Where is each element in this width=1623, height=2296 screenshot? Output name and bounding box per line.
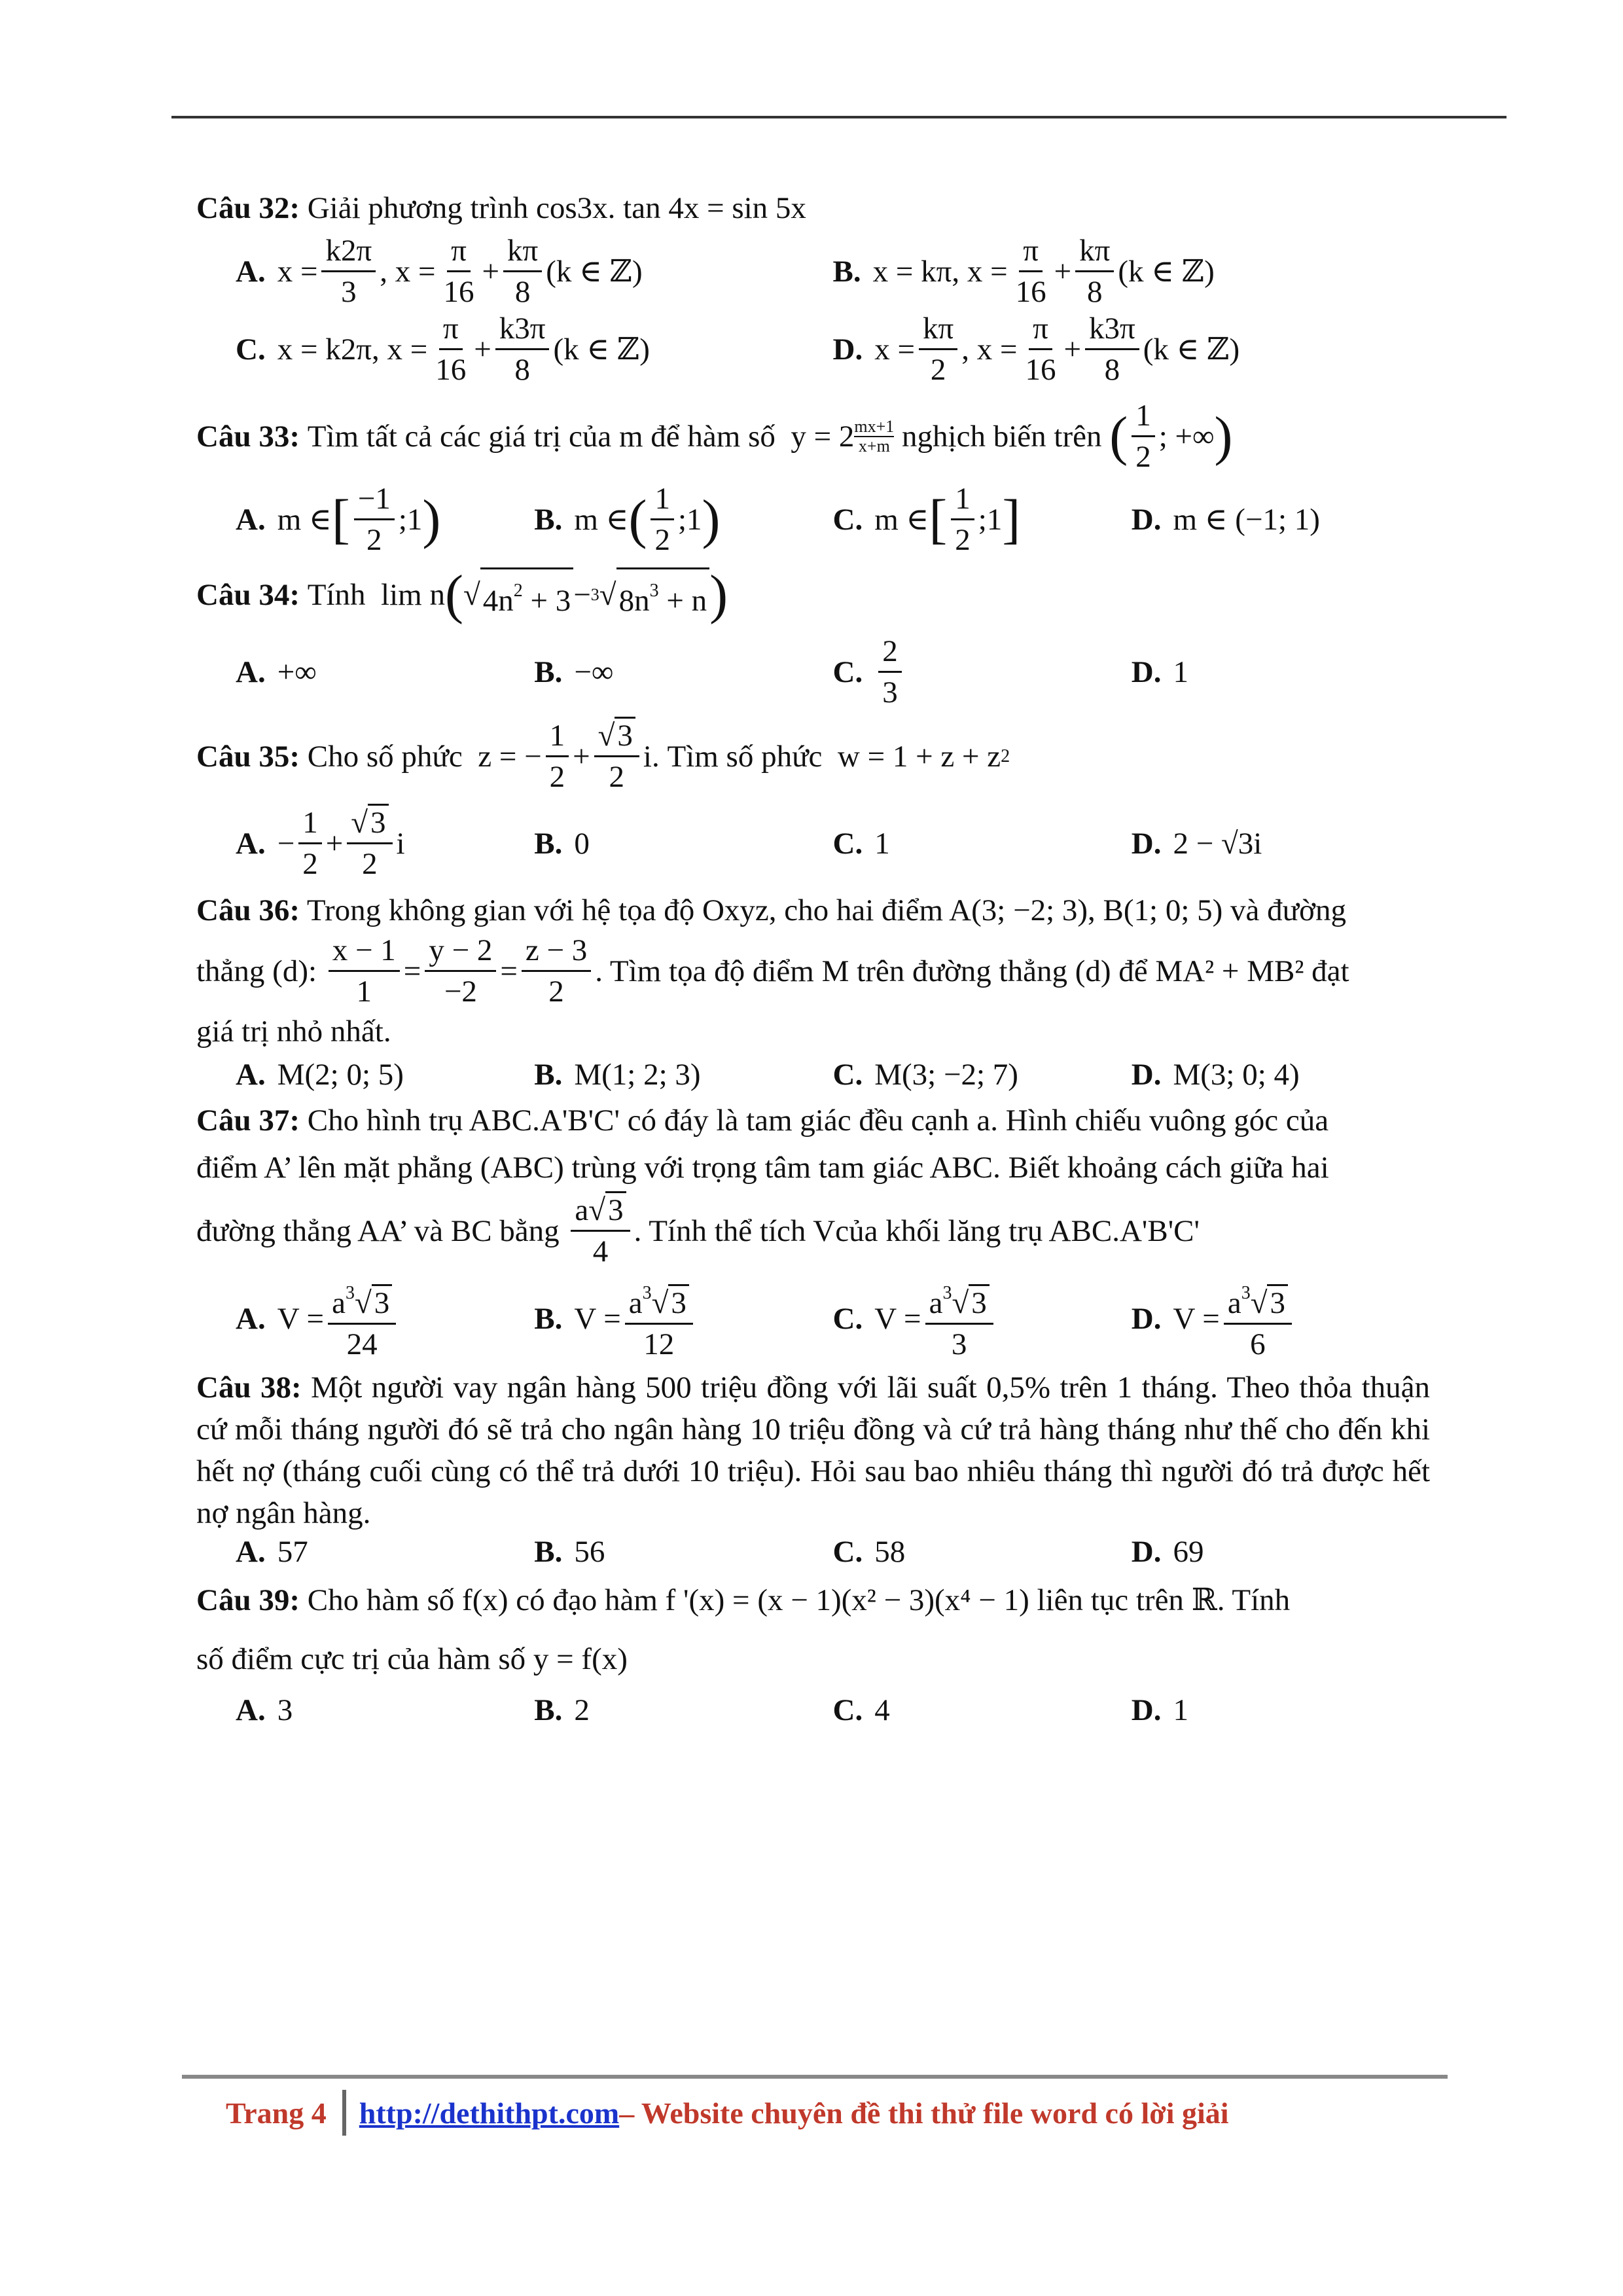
question-36-line3: giá trị nhỏ nhất. [196, 1014, 391, 1049]
option-34-b[interactable]: B. −∞ [534, 655, 614, 689]
option-36-c[interactable]: C. M(3; −2; 7) [832, 1058, 1018, 1092]
option-38-a[interactable]: A. 57 [236, 1535, 308, 1569]
option-34-a[interactable]: A. +∞ [236, 655, 317, 689]
header-rule [171, 116, 1507, 118]
option-33-a[interactable]: A. m ∈ [ $\frac{-1}{2}$ ;1 ) [236, 482, 441, 557]
option-34-c[interactable]: C. $\frac{2}{3}$ [833, 633, 1132, 711]
question-32: Câu 32: Giải phương trình cos3x. tan 4x = sin 5x [196, 191, 806, 225]
option-32-d[interactable]: D. x = $\frac{k\pi}{2}$ , x = $\frac{\pi}{16}$ + $\frac{k3\pi}{8}$ (k ∈ ℤ) [832, 312, 1240, 387]
options-37 [196, 1275, 1430, 1363]
exam-content [196, 187, 1430, 1728]
question-37-line3: đường thẳng AA’ và BC bằng $\frac{a√3}{4}$ . Tính thể tích Vcủa khối lăng trụ ABC.A'B'C' [196, 1192, 1430, 1270]
option-35-a[interactable]: A. − $\frac{1}{2}$ + $\frac{√3}{2}$ i [196, 804, 534, 882]
footer-divider [342, 2090, 346, 2136]
question-34: Câu 34: Tính lim n ( √ $4n^2 + 3$ − 3 √ $8n^3 + n$ ) [196, 564, 728, 625]
option-36-d[interactable]: D. M(3; 0; 4) [1131, 1058, 1300, 1092]
option-35-c[interactable]: C. 1 [832, 826, 890, 861]
options-33 [196, 480, 1430, 558]
option-34-d[interactable]: D. 1 [1131, 655, 1188, 689]
option-39-c[interactable]: C. 4 [832, 1693, 890, 1727]
option-39-d[interactable]: D. 1 [1131, 1693, 1188, 1727]
question-33: Câu 33: Tìm tất cả các giá trị của m để hàm số y = 2 mx+1 x+m nghịch biến trên ( $\frac{1}{2}$ ; +∞ ) [196, 399, 1233, 474]
question-39-line2: số điểm cực trị của hàm số y = f(x) [196, 1642, 628, 1676]
option-35-b[interactable]: B. 0 [534, 826, 590, 861]
question-37: Câu 37: Cho hình trụ ABC.A'B'C' có đáy là tam giác đều cạnh a. Hình chiếu vuông góc của [196, 1103, 1329, 1138]
option-37-c[interactable]: C. V = $\frac{a^3√3}{3}$ [833, 1275, 1132, 1363]
question-35: Câu 35: Cho số phức z = − $\frac{1}{2}$ + $\frac{√3}{2}$ i. Tìm số phức w = 1 + z + z 2 [196, 717, 1430, 795]
footer-rule [182, 2075, 1448, 2079]
question-36-line2: thẳng (d): $\frac{x - 1}{1}$ = $\frac{y - 2}{-2}$ = $\frac{z - 3}{2}$ . Tìm tọa độ điểm M trên đường thẳng (d) để MA² + MB² đạt [196, 933, 1349, 1009]
question-39: Câu 39: Cho hàm số f(x) có đạo hàm f '(x) = (x − 1)(x² − 3)(x⁴ − 1) liên tục trên ℝ. Tính [196, 1583, 1291, 1617]
option-39-a[interactable]: A. 3 [236, 1693, 293, 1727]
option-32-a[interactable]: A. x = $\frac{k2\pi}{3}$ , x = $\frac{\pi}{16}$ + $\frac{k\pi}{8}$ (k ∈ ℤ) [236, 234, 643, 309]
option-32-c[interactable]: C. x = k2π, x = $\frac{\pi}{16}$ + $\frac{k3\pi}{8}$ (k ∈ ℤ) [236, 312, 650, 387]
options-38 [196, 1534, 1430, 1570]
option-36-a[interactable]: A. M(2; 0; 5) [236, 1058, 404, 1092]
website-link[interactable]: http://dethithpt.com [359, 2096, 620, 2130]
option-38-d[interactable]: D. 69 [1131, 1535, 1204, 1569]
options-34 [196, 633, 1430, 711]
option-32-b[interactable]: B. x = kπ, x = $\frac{\pi}{16}$ + $\frac{k\pi}{8}$ (k ∈ ℤ) [832, 234, 1215, 309]
options-39 [196, 1693, 1430, 1728]
page-footer [226, 2090, 1229, 2136]
option-33-c[interactable]: C. m ∈ [ $\frac{1}{2}$ ;1 ] [832, 482, 1021, 557]
option-33-d[interactable]: D. m ∈ (−1; 1) [1131, 502, 1320, 537]
question-37-line2: điểm A’ lên mặt phẳng (ABC) trùng với trọng tâm tam giác ABC. Biết khoảng cách giữa hai [196, 1151, 1329, 1185]
option-33-b[interactable]: B. m ∈ ( $\frac{1}{2}$ ;1 ) [534, 482, 721, 557]
option-39-b[interactable]: B. 2 [534, 1693, 590, 1727]
options-35 [196, 804, 1430, 882]
question-36: Câu 36: Trong không gian với hệ tọa độ Oxyz, cho hai điểm A(3; −2; 3), B(1; 0; 5) và đường [196, 893, 1346, 927]
option-36-b[interactable]: B. M(1; 2; 3) [534, 1058, 701, 1092]
footer-tagline: – Website chuyên đề thi thử file word có lời giải [619, 2096, 1229, 2130]
option-38-c[interactable]: C. 58 [832, 1535, 906, 1569]
page-number: Trang 4 [226, 2096, 327, 2130]
question-38: Câu 38: Một người vay ngân hàng 500 triệu đồng với lãi suất 0,5% trên 1 tháng. Theo thỏa thuận cứ mỗi tháng người đó sẽ trả cho ngân hàng 10 triệu đồng và cứ trả hàng tháng như thế cho đến khi hết nợ (tháng cuối cùng có thể trả dưới 10 triệu). Hỏi sau bao nhiêu tháng thì người đó trả được hết nợ ngân hàng. [196, 1371, 1431, 1530]
option-37-b[interactable]: B. V = $\frac{a^3√3}{12}$ [534, 1275, 832, 1363]
option-37-a[interactable]: A. V = $\frac{a^3√3}{24}$ [196, 1275, 534, 1363]
options-32-row1 [196, 232, 1430, 310]
option-35-d[interactable]: D. 2 − √3i [1131, 826, 1262, 861]
options-36 [196, 1057, 1430, 1092]
option-38-b[interactable]: B. 56 [534, 1535, 605, 1569]
options-32-row2 [196, 310, 1430, 388]
option-37-d[interactable]: D. V = $\frac{a^3√3}{6}$ [1132, 1275, 1430, 1363]
